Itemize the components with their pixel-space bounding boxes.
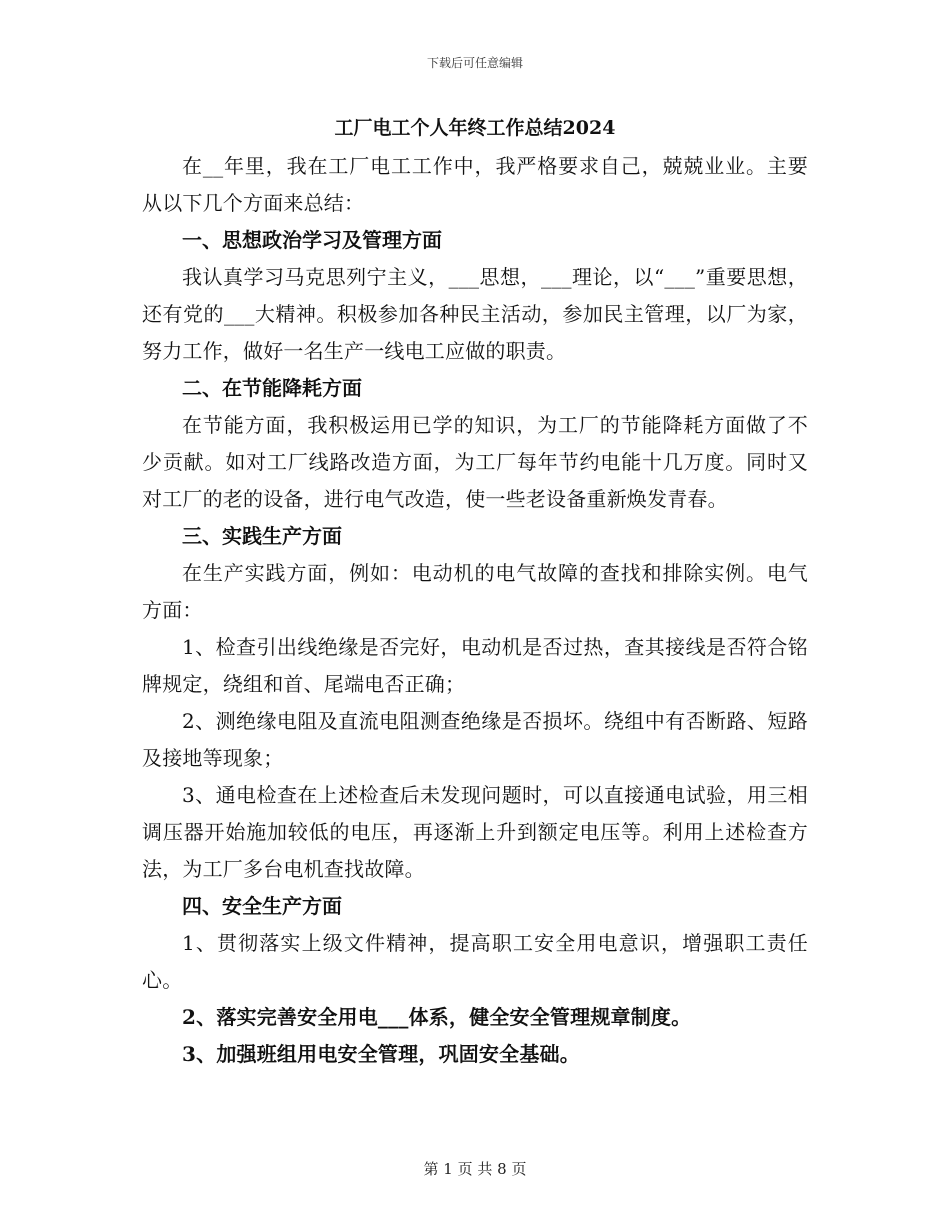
safety-item-1: 1、贯彻落实上级文件精神，提高职工安全用电意识，增强职工责任心。 xyxy=(142,931,808,992)
production-paragraph: 在生产实践方面，例如：电动机的电气故障的查找和排除实例。电气方面： xyxy=(142,561,808,622)
energy-paragraph: 在节能方面，我积极运用已学的知识，为工厂的节能降耗方面做了不少贡献。如对工厂线路改造方面，为工厂每年节约电能十几万度。同时又对工厂的老的设备，进行电气改造，使一些老设备重新焕发青春。 xyxy=(142,413,808,511)
production-item-2: 2、测绝缘电阻及直流电阻测查绝缘是否损坏。绕组中有否断路、短路及接地等现象； xyxy=(142,709,808,770)
politics-paragraph: 我认真学习马克思列宁主义，___思想，___理论，以“___”重要思想，还有党的___大精神。积极参加各种民主活动，参加民主管理，以厂为家，努力工作，做好一名生产一线电工应做的职责。 xyxy=(142,265,808,363)
section-heading-politics: 一、思想政治学习及管理方面 xyxy=(182,228,442,252)
production-item-3: 3、通电检查在上述检查后未发现问题时，可以直接通电试验，用三相调压器开始施加较低的电压，再逐渐上升到额定电压等。利用上述检查方法，为工厂多台电机查找故障。 xyxy=(142,783,808,881)
safety-item-3: 3、加强班组用电安全管理，巩固安全基础。 xyxy=(182,1042,580,1066)
header-note: 下载后可任意编辑 xyxy=(426,56,523,70)
document-body xyxy=(142,114,808,1073)
section-heading-safety: 四、安全生产方面 xyxy=(182,894,342,918)
section-heading-energy: 二、在节能降耗方面 xyxy=(182,376,362,400)
section-heading-production: 三、实践生产方面 xyxy=(182,524,342,548)
page-number-footer: 第 1 页 共 8 页 xyxy=(423,1160,527,1178)
production-item-1: 1、检查引出线绝缘是否完好，电动机是否过热，查其接线是否符合铭牌规定，绕组和首、尾端电否正确； xyxy=(142,635,808,696)
document-title: 工厂电工个人年终工作总结2024 xyxy=(334,117,616,139)
safety-item-2: 2、落实完善安全用电___体系，健全安全管理规章制度。 xyxy=(182,1005,692,1029)
intro-paragraph: 在__年里，我在工厂电工工作中，我严格要求自己，兢兢业业。主要从以下几个方面来总结： xyxy=(142,154,808,215)
